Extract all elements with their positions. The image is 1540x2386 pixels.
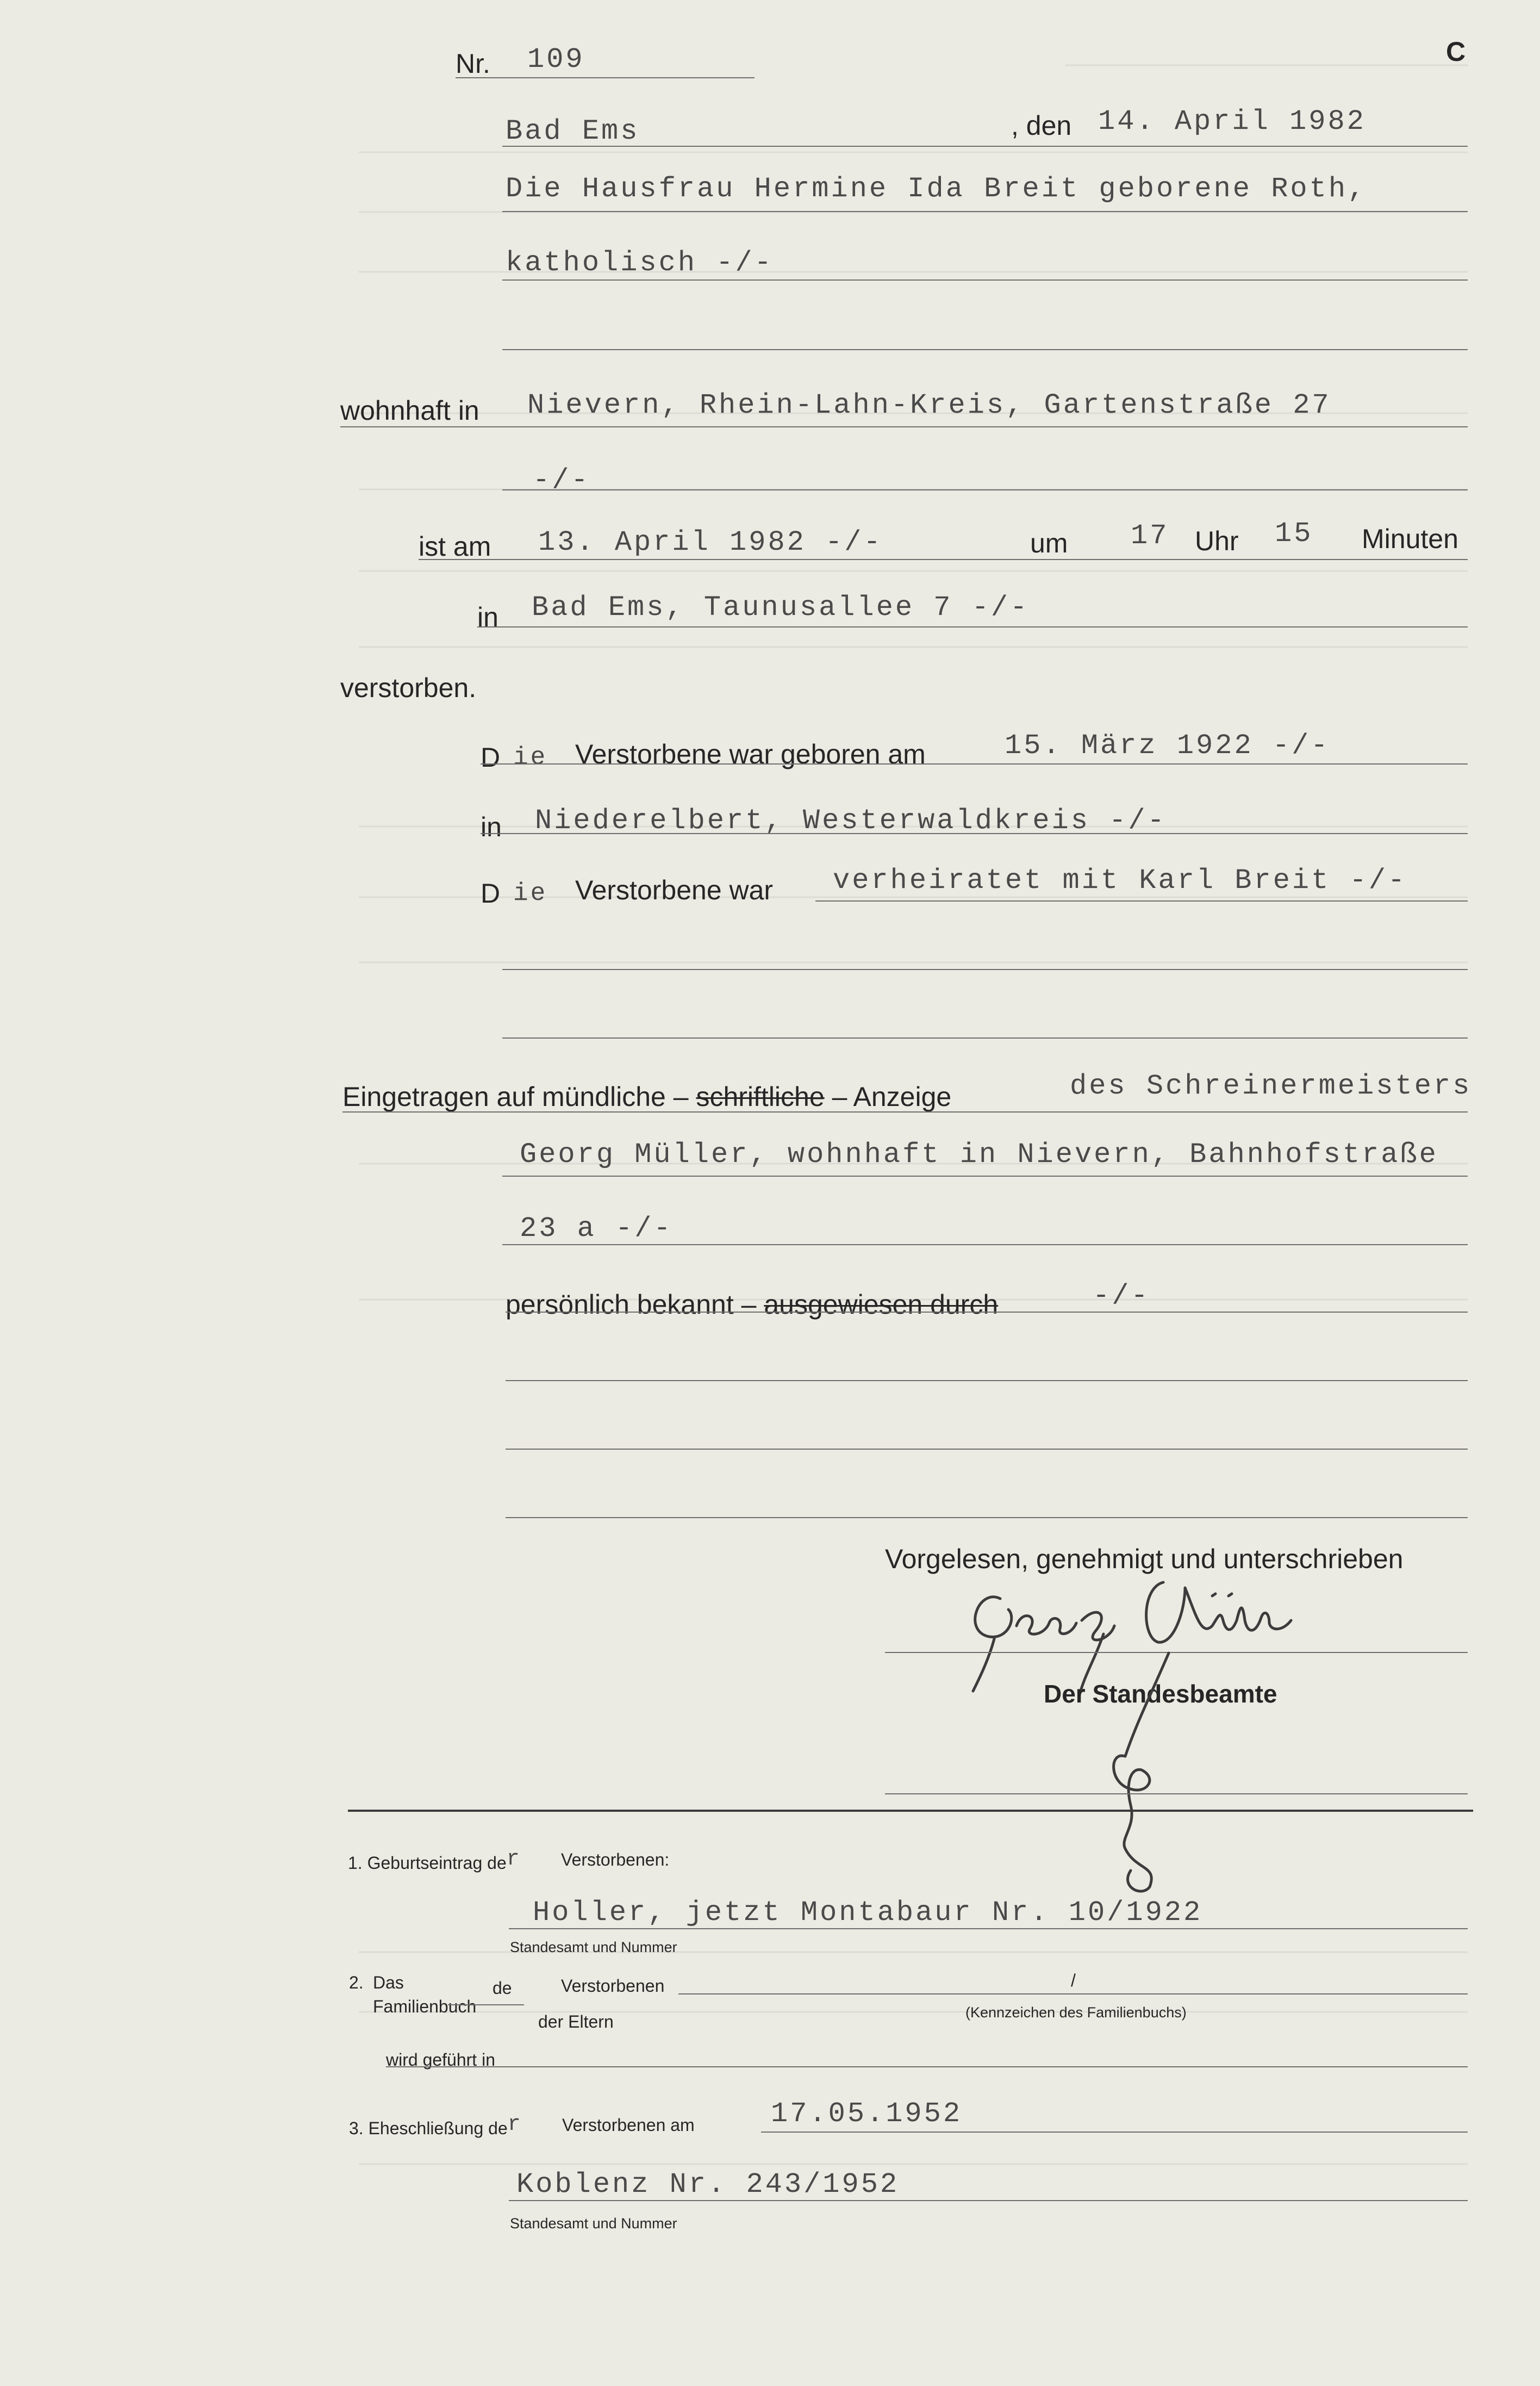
informant-line-3: 23 a -/- (520, 1213, 673, 1245)
eingetragen-label (342, 1083, 951, 1110)
footer-item1-suffix: r (506, 1847, 520, 1872)
official-signature (1087, 1642, 1185, 1898)
minuten-label: Minuten (1362, 524, 1458, 554)
known-label-start: persönlich bekannt – (506, 1289, 757, 1320)
blank-rule-6 (506, 1517, 1468, 1518)
death-in-label: in (477, 602, 498, 632)
death-date: 13. April 1982 -/- (538, 526, 883, 558)
footer-marriage-date: 17.05.1952 (771, 2098, 963, 2130)
residence-rule (340, 426, 1468, 427)
informant-line-2: Georg Müller, wohnhaft in Nievern, Bahnhofstraße (520, 1139, 1438, 1171)
footer-item3-suffix: r (507, 2112, 521, 2137)
death-place: Bad Ems, Taunusallee 7 -/- (532, 592, 1030, 624)
residence-value: Nievern, Rhein-Lahn-Kreis, Gartenstraße 27 (527, 389, 1331, 421)
known-label (506, 1291, 998, 1318)
footer-birth-record-rule (509, 1928, 1468, 1929)
blank-rule-5 (506, 1449, 1468, 1450)
den-label: , den (1011, 110, 1072, 141)
nr-line (456, 77, 755, 78)
nr-value: 109 (527, 44, 585, 76)
informant-rule-2 (502, 1176, 1468, 1177)
official-label: Der Standesbeamte (1044, 1680, 1277, 1708)
footer-item1-label-end: Verstorbenen: (561, 1850, 670, 1869)
footer-item2-fraction-rule (448, 2004, 524, 2005)
blank-rule-1 (502, 349, 1468, 350)
blank-rule-2 (502, 969, 1468, 970)
eingetragen-label-end: – Anzeige (832, 1082, 952, 1112)
marriage-value: verheiratet mit Karl Breit -/- (833, 865, 1407, 897)
date-value: 14. April 1982 (1098, 105, 1366, 138)
geboren-label: Verstorbene war geboren am (575, 739, 926, 769)
footer-item3-label-end: Verstorbenen am (562, 2115, 695, 2135)
place-value: Bad Ems (506, 115, 640, 147)
death-hour: 17 (1131, 520, 1169, 552)
death-date-rule (419, 559, 1468, 560)
section-divider (348, 1810, 1473, 1812)
footer-item2-das: Das (373, 1973, 404, 1992)
verstorben-label: verstorben. (340, 673, 477, 703)
uhr-label: Uhr (1195, 526, 1239, 556)
eingetragen-label-start: Eingetragen auf mündliche – (342, 1082, 689, 1112)
nr-label: Nr. (456, 48, 490, 79)
blank-rule-3 (502, 1037, 1468, 1039)
footer-item2-familienbuch: Familienbuch (373, 1997, 477, 2016)
person-line-1-rule (502, 211, 1468, 212)
footer-item2-de: de (492, 1978, 512, 1998)
marriage-rule (815, 900, 1468, 902)
birth-place: Niederelbert, Westerwaldkreis -/- (535, 805, 1167, 837)
ist-am-label: ist am (419, 531, 491, 562)
known-rule (506, 1312, 1468, 1313)
footer-item2-num: 2. (349, 1973, 364, 1992)
footer-marriage-place-rule (509, 2200, 1468, 2201)
marriage-d-suffix: ie (513, 879, 548, 908)
footer-item2-caption: (Kennzeichen des Familienbuchs) (965, 2004, 1187, 2021)
official-signature-rule (885, 1793, 1468, 1794)
footer-item2-rule (678, 1993, 1468, 1994)
residence-rule-2 (502, 489, 1468, 490)
informant-rule-3 (502, 1244, 1468, 1245)
place-date-line (502, 146, 1468, 147)
known-value: -/- (1093, 1280, 1150, 1312)
marriage-war-label: Verstorbene war (575, 875, 774, 905)
informant-line-1: des Schreinermeisters (1070, 1070, 1472, 1102)
person-line-1: Die Hausfrau Hermine Ida Breit geborene Roth, (506, 173, 1367, 205)
death-minute: 15 (1275, 518, 1313, 550)
birth-in-label: in (481, 812, 502, 842)
informant-rule-1 (342, 1111, 1468, 1113)
person-line-2: katholisch -/- (506, 247, 774, 279)
marriage-d-label: D (481, 878, 501, 909)
blank-rule-4 (506, 1380, 1468, 1381)
footer-item1-caption: Standesamt und Nummer (510, 1939, 677, 1955)
corner-letter: C (1446, 36, 1466, 67)
known-label-struck: ausgewiesen durch (764, 1289, 999, 1320)
birth-place-rule (481, 833, 1468, 834)
person-line-2-rule (502, 279, 1468, 281)
footer-marriage-date-rule (761, 2132, 1468, 2133)
eingetragen-label-struck: schriftliche (696, 1082, 825, 1112)
footer-item2-der-eltern: der Eltern (538, 2012, 614, 2031)
footer-item2-gefuehrt: wird geführt in (386, 2050, 495, 2070)
birth-d-suffix: ie (513, 743, 548, 772)
read-approved-label: Vorgelesen, genehmigt und unterschrieben (885, 1544, 1404, 1574)
birth-date: 15. März 1922 -/- (1005, 730, 1330, 762)
um-label: um (1030, 528, 1068, 558)
footer-item3-caption: Standesamt und Nummer (510, 2215, 677, 2232)
footer-birth-record: Holler, jetzt Montabaur Nr. 10/1922 (533, 1897, 1203, 1929)
birth-d-label: D (481, 742, 501, 773)
birth-date-rule (481, 763, 1468, 765)
footer-marriage-place: Koblenz Nr. 243/1952 (516, 2168, 900, 2201)
wohnhaft-label: wohnhaft in (340, 395, 479, 426)
footer-item2-gefuehrt-rule (386, 2066, 1468, 2067)
footer-item1-label: 1. Geburtseintrag der (348, 1847, 520, 1873)
footer-item2-slash: / (1071, 1971, 1076, 1990)
death-place-rule (477, 626, 1468, 627)
footer-item2-verstorbenen: Verstorbenen (561, 1976, 665, 1996)
footer-item3-label: 3. Eheschließung der (349, 2112, 521, 2138)
residence-value-2: -/- (533, 464, 590, 496)
